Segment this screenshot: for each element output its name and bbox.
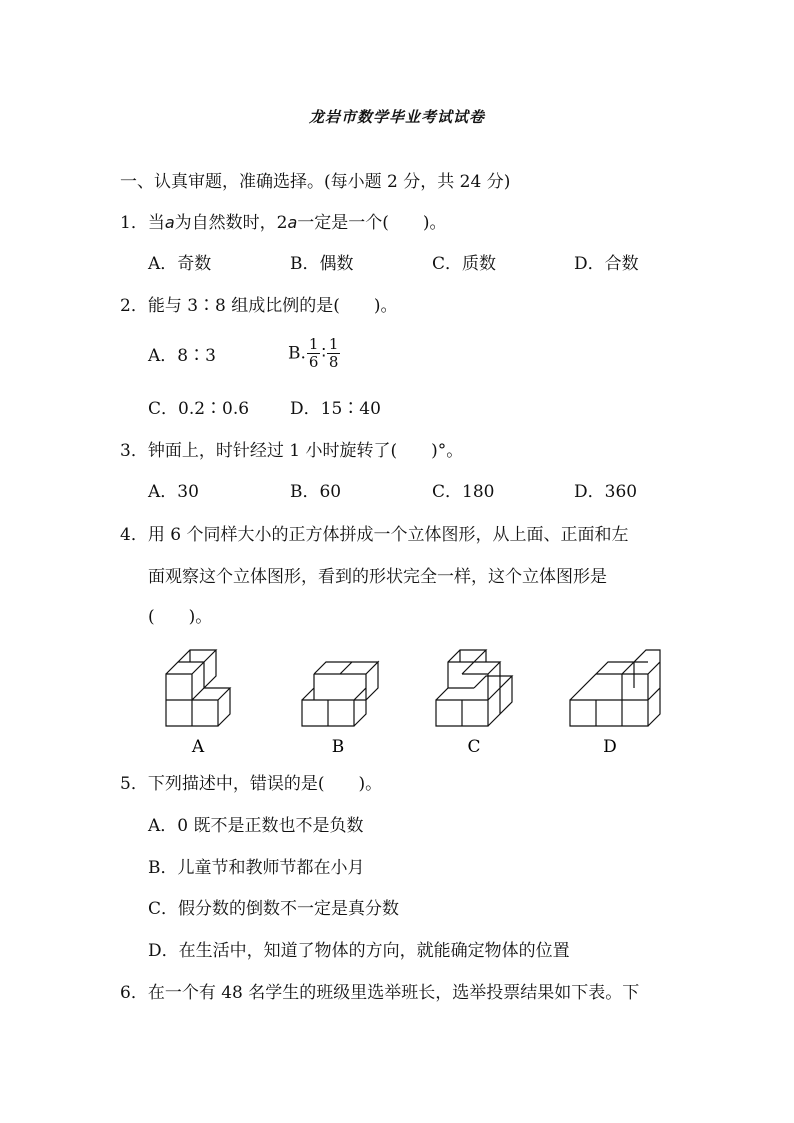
question-number: 4．	[120, 525, 148, 545]
option-d: D．合数	[574, 254, 639, 274]
question-4-line-3: ( )。	[148, 607, 213, 627]
cube-figures	[150, 640, 670, 760]
option-a: A．奇数	[148, 254, 212, 274]
figure-label-b: B	[331, 737, 345, 757]
question-2: 2．能与 3∶8 组成比例的是( )。	[120, 296, 398, 316]
fraction: $\frac{1}{6}$	[308, 335, 319, 371]
question-3: 3．钟面上，时针经过 1 小时旋转了( )°。	[120, 441, 464, 461]
option-d: D．360	[574, 482, 638, 502]
option-b: B．60	[290, 482, 342, 502]
question-number: 2．	[120, 296, 148, 316]
question-number: 3．	[120, 441, 148, 461]
figure-c	[436, 650, 512, 726]
question-1: 1．当a为自然数时，2a一定是一个( )。	[120, 213, 447, 233]
option-c: C．0.2∶0.6	[148, 399, 250, 419]
option-d: D．15∶40	[290, 399, 381, 419]
option-a: A．0 既不是正数也不是负数	[148, 816, 364, 836]
option-d: D．在生活中，知道了物体的方向，就能确定物体的位置	[148, 941, 570, 961]
section-heading: 一、认真审题，准确选择。(每小题 2 分，共 24 分)	[120, 172, 511, 192]
question-number: 6．	[120, 983, 148, 1003]
figure-b	[302, 662, 378, 726]
question-4: 4．用 6 个同样大小的正方体拼成一个立体图形，从上面、正面和左	[120, 525, 629, 545]
option-c: C．180	[432, 482, 495, 502]
question-6: 6．在一个有 48 名学生的班级里选举班长，选举投票结果如下表。下	[120, 983, 640, 1003]
figure-label-d: D	[603, 737, 617, 757]
question-number: 1．	[120, 213, 148, 233]
figure-a	[166, 650, 230, 726]
option-c: C．质数	[432, 254, 497, 274]
option-b: B．偶数	[290, 254, 354, 274]
fraction: $\frac{1}{8}$	[328, 335, 339, 371]
option-b: B. $\frac{1}{6}$ ∶ $\frac{1}{8}$	[288, 335, 339, 371]
option-b: B．儿童节和教师节都在小月	[148, 858, 365, 878]
question-5: 5．下列描述中，错误的是( )。	[120, 774, 383, 794]
figure-label-a: A	[191, 737, 205, 757]
page-title: 龙岩市数学毕业考试试卷	[308, 108, 485, 126]
option-a: A．30	[148, 482, 199, 502]
figure-label-c: C	[467, 737, 481, 757]
option-a: A．8∶3	[148, 346, 216, 366]
figure-d	[570, 650, 660, 726]
option-c: C．假分数的倒数不一定是真分数	[148, 899, 400, 919]
question-4-line-2: 面观察这个立体图形，看到的形状完全一样，这个立体图形是	[148, 567, 607, 587]
question-number: 5．	[120, 774, 148, 794]
